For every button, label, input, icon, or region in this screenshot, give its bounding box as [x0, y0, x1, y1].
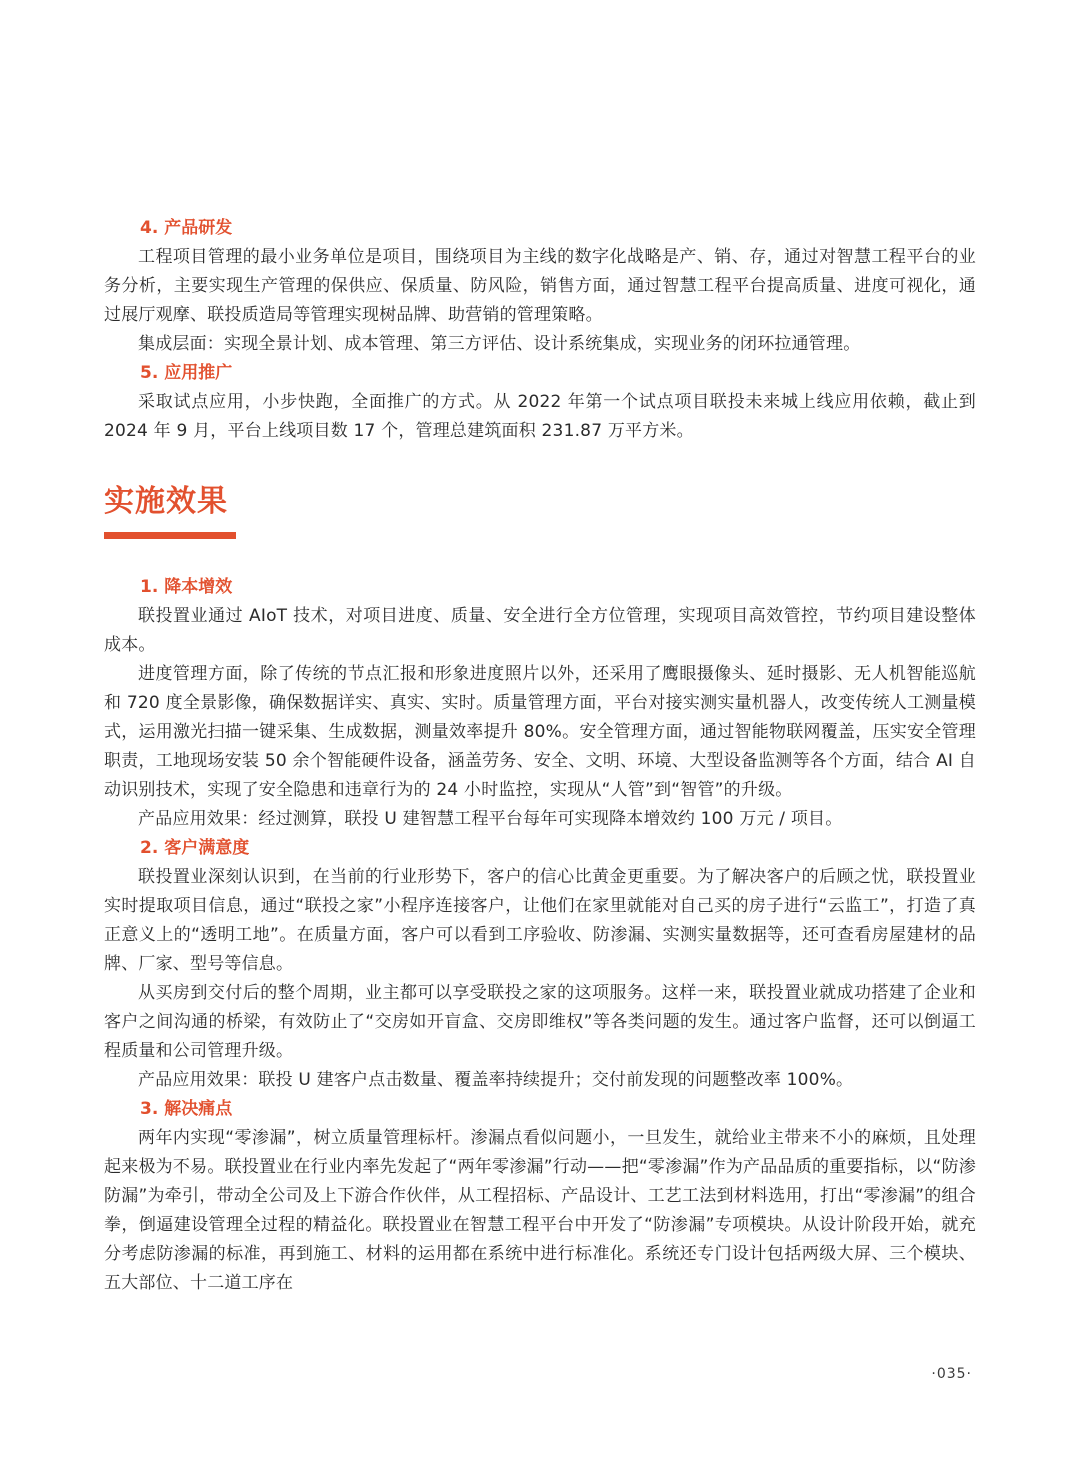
article-body [104, 214, 976, 1298]
heading-application: 5. 应用推广 [140, 363, 233, 383]
paragraph: 从买房到交付后的整个周期，业主都可以享受联投之家的这项服务。这样一来，联投置业就成功搭建了企业和客户之间沟通的桥梁，有效防止了“交房如开盲盒、交房即维权”等各类问题的发生。通过客户监督，还可以倒逼工程质量和公司管理升级。 [104, 983, 976, 1061]
paragraph: 产品应用效果：联投 U 建客户点击数量、覆盖率持续提升；交付前发现的问题整改率 100%。 [138, 1070, 854, 1090]
paragraph: 集成层面：实现全景计划、成本管理、第三方评估、设计系统集成，实现业务的闭环拉通管理。 [138, 334, 861, 354]
heading-cost-reduction: 1. 降本增效 [140, 577, 233, 597]
paragraph: 采取试点应用，小步快跑，全面推广的方式。从 2022 年第一个试点项目联投未来城上线应用依赖，截止到 2024 年 9 月，平台上线项目数 17 个，管理总建筑面积 231.87 万平方米。 [104, 392, 976, 441]
paragraph: 联投置业深刻认识到，在当前的行业形势下，客户的信心比黄金更重要。为了解决客户的后顾之忧，联投置业实时提取项目信息，通过“联投之家”小程序连接客户，让他们在家里就能对自己买的房子进行“云监工”，打造了真正意义上的“透明工地”。在质量方面，客户可以看到工序验收、防渗漏、实测实量数据等，还可查看房屋建材的品牌、厂家、型号等信息。 [104, 867, 976, 974]
paragraph: 产品应用效果：经过测算，联投 U 建智慧工程平台每年可实现降本增效约 100 万元 / 项目。 [138, 809, 843, 829]
paragraph: 工程项目管理的最小业务单位是项目，围绕项目为主线的数字化战略是产、销、存，通过对智慧工程平台的业务分析，主要实现生产管理的保供应、保质量、防风险，销售方面，通过智慧工程平台提高质量、进度可视化，通过展厅观摩、联投质造局等管理实现树品牌、助营销的管理策略。 [104, 247, 976, 325]
heading-customer-satisfaction: 2. 客户满意度 [140, 838, 250, 858]
page-number: ·035· [931, 1366, 972, 1382]
paragraph: 联投置业通过 AIoT 技术，对项目进度、质量、安全进行全方位管理，实现项目高效管控，节约项目建设整体成本。 [104, 606, 976, 655]
heading-pain-points: 3. 解决痛点 [140, 1099, 233, 1119]
title-underline-bar [104, 532, 236, 539]
heading-product-rd: 4. 产品研发 [140, 218, 233, 238]
paragraph: 进度管理方面，除了传统的节点汇报和形象进度照片以外，还采用了鹰眼摄像头、延时摄影、无人机智能巡航和 720 度全景影像，确保数据详实、真实、实时。质量管理方面，平台对接实测实量机器人，改变传统人工测量模式，运用激光扫描一键采集、生成数据，测量效率提升 80%。安全管理方面，通过智能物联网覆盖，压实安全管理职责，工地现场安装 50 余个智能硬件设备，涵盖劳务、安全、文明、环境、大型设备监测等各个方面，结合 AI 自动识别技术，实现了安全隐患和违章行为的 24 小时监控，实现从“人管”到“智管”的升级。 [104, 664, 976, 800]
paragraph: 两年内实现“零渗漏”，树立质量管理标杆。渗漏点看似问题小，一旦发生，就给业主带来不小的麻烦，且处理起来极为不易。联投置业在行业内率先发起了“两年零渗漏”行动——把“零渗漏”作为产品品质的重要指标，以“防渗防漏”为牵引，带动全公司及上下游合作伙伴，从工程招标、产品设计、工艺工法到材料选用，打出“零渗漏”的组合拳，倒逼建设管理全过程的精益化。联投置业在智慧工程平台中开发了“防渗漏”专项模块。从设计阶段开始，就充分考虑防渗漏的标准，再到施工、材料的运用都在系统中进行标准化。系统还专门设计包括两级大屏、三个模块、五大部位、十二道工序在 [104, 1128, 976, 1293]
section-title-effects: 实施效果 [104, 484, 228, 519]
